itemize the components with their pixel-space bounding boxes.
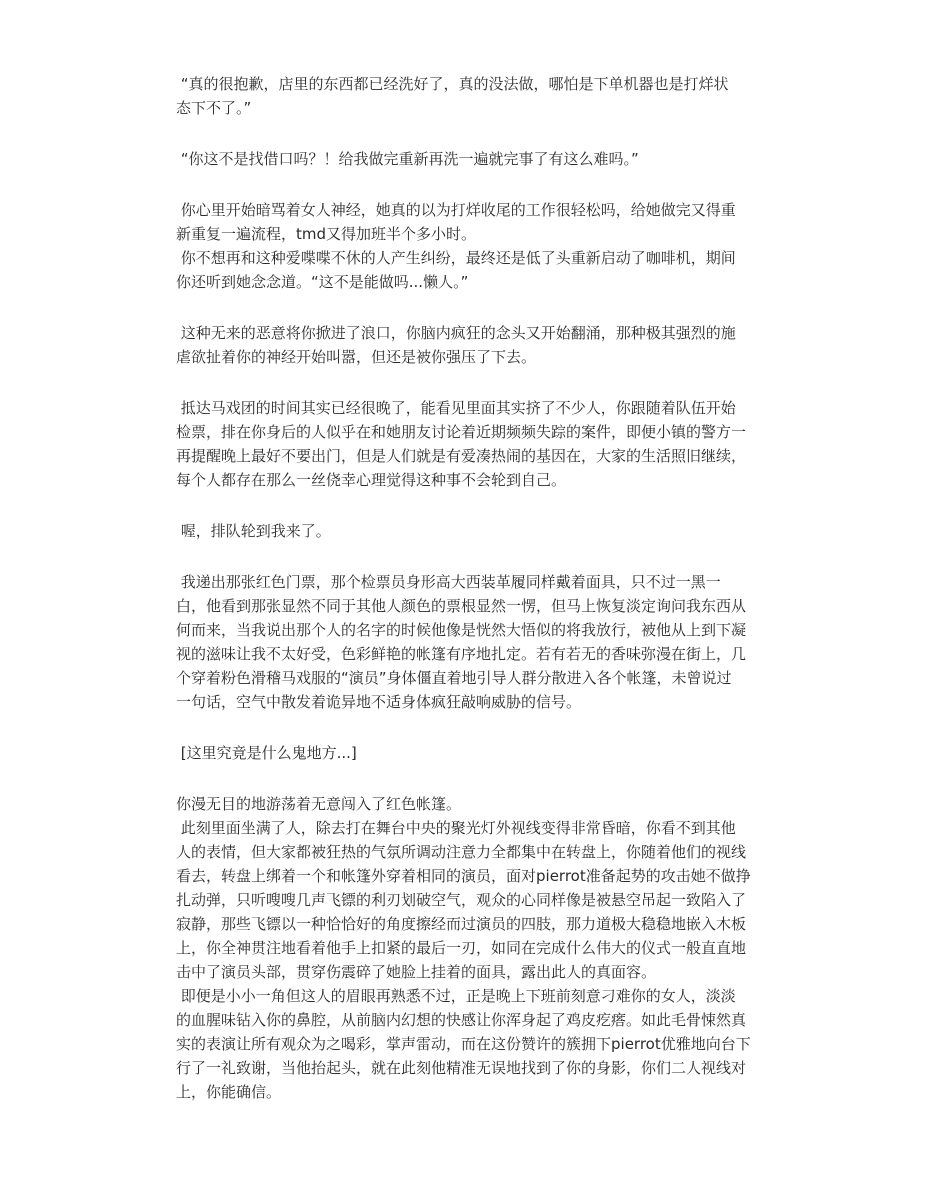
text-line: 何而来，当我说出那个人的名字的时候他像是恍然大悟似的将我放行，被他从上到下凝 — [176, 621, 747, 639]
text-line: 即便是小小一角但这人的眉眼再熟悉不过，正是晚上下班前刻意刁难你的女人，淡淡 — [176, 987, 736, 1005]
paragraph-inner-question — [176, 741, 766, 765]
text-line: 这种无来的恶意将你掀进了浪口，你脑内疯狂的念头又开始翻涌，那种极其强烈的施 — [176, 324, 736, 342]
text-line: 每个人都存在那么一丝侥幸心理觉得这种事不会轮到自己。 — [176, 471, 567, 489]
text-line: 再提醒晚上最好不要出门，但是人们就是有爱凑热闹的基因在，大家的生活照旧继续， — [176, 447, 747, 465]
paragraph-inner-thoughts — [176, 198, 766, 294]
text-line: 扎动弹，只听嗖嗖几声飞镖的利刃划破空气，观众的心同样像是被悬空吊起一致陷入了 — [176, 891, 747, 909]
text-line: 视的滋味让我不太好受，色彩鲜艳的帐篷有序地扎定。若有若无的香味弥漫在街上，几 — [176, 645, 747, 663]
text-line: 你还听到她念念道。“这不是能做吗...懒人。” — [176, 273, 469, 291]
text-line: “你这不是找借口吗？！给我做完重新再洗一遍就完事了有这么难吗。” — [176, 150, 639, 168]
paragraph-customer-demand — [176, 147, 766, 171]
text-line: 一句话，空气中散发着诡异地不适身体疯狂敲响威胁的信号。 — [176, 693, 582, 711]
paragraph-queue-turn — [176, 519, 766, 543]
text-line: [这里究竟是什么鬼地方...] — [176, 744, 357, 762]
text-line: 人的表情，但大家都被狂热的气氛所调动注意力全都集中在转盘上，你随着他们的视线 — [176, 843, 747, 861]
text-line: 的血腥味钻入你的鼻腔，从前脑内幻想的快感让你浑身起了鸡皮疙瘩。如此毛骨悚然真 — [176, 1011, 747, 1029]
paragraph-ticket-check — [176, 570, 766, 714]
text-line: 实的表演让所有观众为之喝彩，掌声雷动，而在这份赞许的簇拥下pierrot优雅地向台下 — [176, 1035, 751, 1053]
text-line: 你不想再和这种爱喋喋不休的人产生纠纷，最终还是低了头重新启动了咖啡机，期间 — [176, 249, 736, 267]
text-line: 此刻里面坐满了人，除去打在舞台中央的聚光灯外视线变得非常昏暗，你看不到其他 — [176, 819, 736, 837]
text-line: 喔，排队轮到我来了。 — [176, 522, 331, 540]
text-line: 寂静，那些飞镖以一种恰恰好的角度擦经而过演员的四肢，那力道极大稳稳地嵌入木板 — [176, 915, 747, 933]
text-line: 你漫无目的地游荡着无意闯入了红色帐篷。 — [176, 795, 462, 813]
paragraph-red-tent — [176, 792, 766, 1104]
text-line: 检票，排在你身后的人似乎在和她朋友讨论着近期频频失踪的案件，即便小镇的警方一 — [176, 423, 747, 441]
text-line: 态下不了。” — [176, 99, 252, 117]
text-line: 上，你全神贯注地看着他手上扣紧的最后一刃，如同在完成什么伟大的仪式一般直直地 — [176, 939, 747, 957]
paragraph-circus-arrival — [176, 396, 766, 492]
text-line: 行了一礼致谢，当他抬起头，就在此刻他精准无误地找到了你的身影，你们二人视线对 — [176, 1059, 747, 1077]
text-line: 白，他看到那张显然不同于其他人颜色的票根显然一愣，但马上恢复淡定询问我东西从 — [176, 597, 747, 615]
text-line: 抵达马戏团的时间其实已经很晚了，能看见里面其实挤了不少人，你跟随着队伍开始 — [176, 399, 736, 417]
paragraph-malice — [176, 321, 766, 369]
text-line: 我递出那张红色门票，那个检票员身形高大西装革履同样戴着面具，只不过一黑一 — [176, 573, 721, 591]
text-line: 上，你能确信。 — [176, 1083, 282, 1101]
text-line: 你心里开始暗骂着女人神经，她真的以为打烊收尾的工作很轻松吗，给她做完又得重 — [176, 201, 736, 219]
text-line: 击中了演员头部，贯穿伤震碎了她脸上挂着的面具，露出此人的真面容。 — [176, 963, 657, 981]
text-line: 新重复一遍流程，tmd又得加班半个多小时。 — [176, 225, 477, 243]
text-line: 看去，转盘上绑着一个和帐篷外穿着相同的演员，面对pierrot准备起势的攻击她不做挣 — [176, 867, 751, 885]
text-line: 虐欲扯着你的神经开始叫嚣，但还是被你强压了下去。 — [176, 348, 537, 366]
document-body — [176, 72, 766, 1104]
paragraph-apology — [176, 72, 766, 120]
text-line: 个穿着粉色滑稽马戏服的“演员”身体僵直着地引导人群分散进入各个帐篷，未曾说过 — [176, 669, 732, 687]
text-line: “真的很抱歉，店里的东西都已经洗好了，真的没法做，哪怕是下单机器也是打烊状 — [176, 75, 729, 93]
